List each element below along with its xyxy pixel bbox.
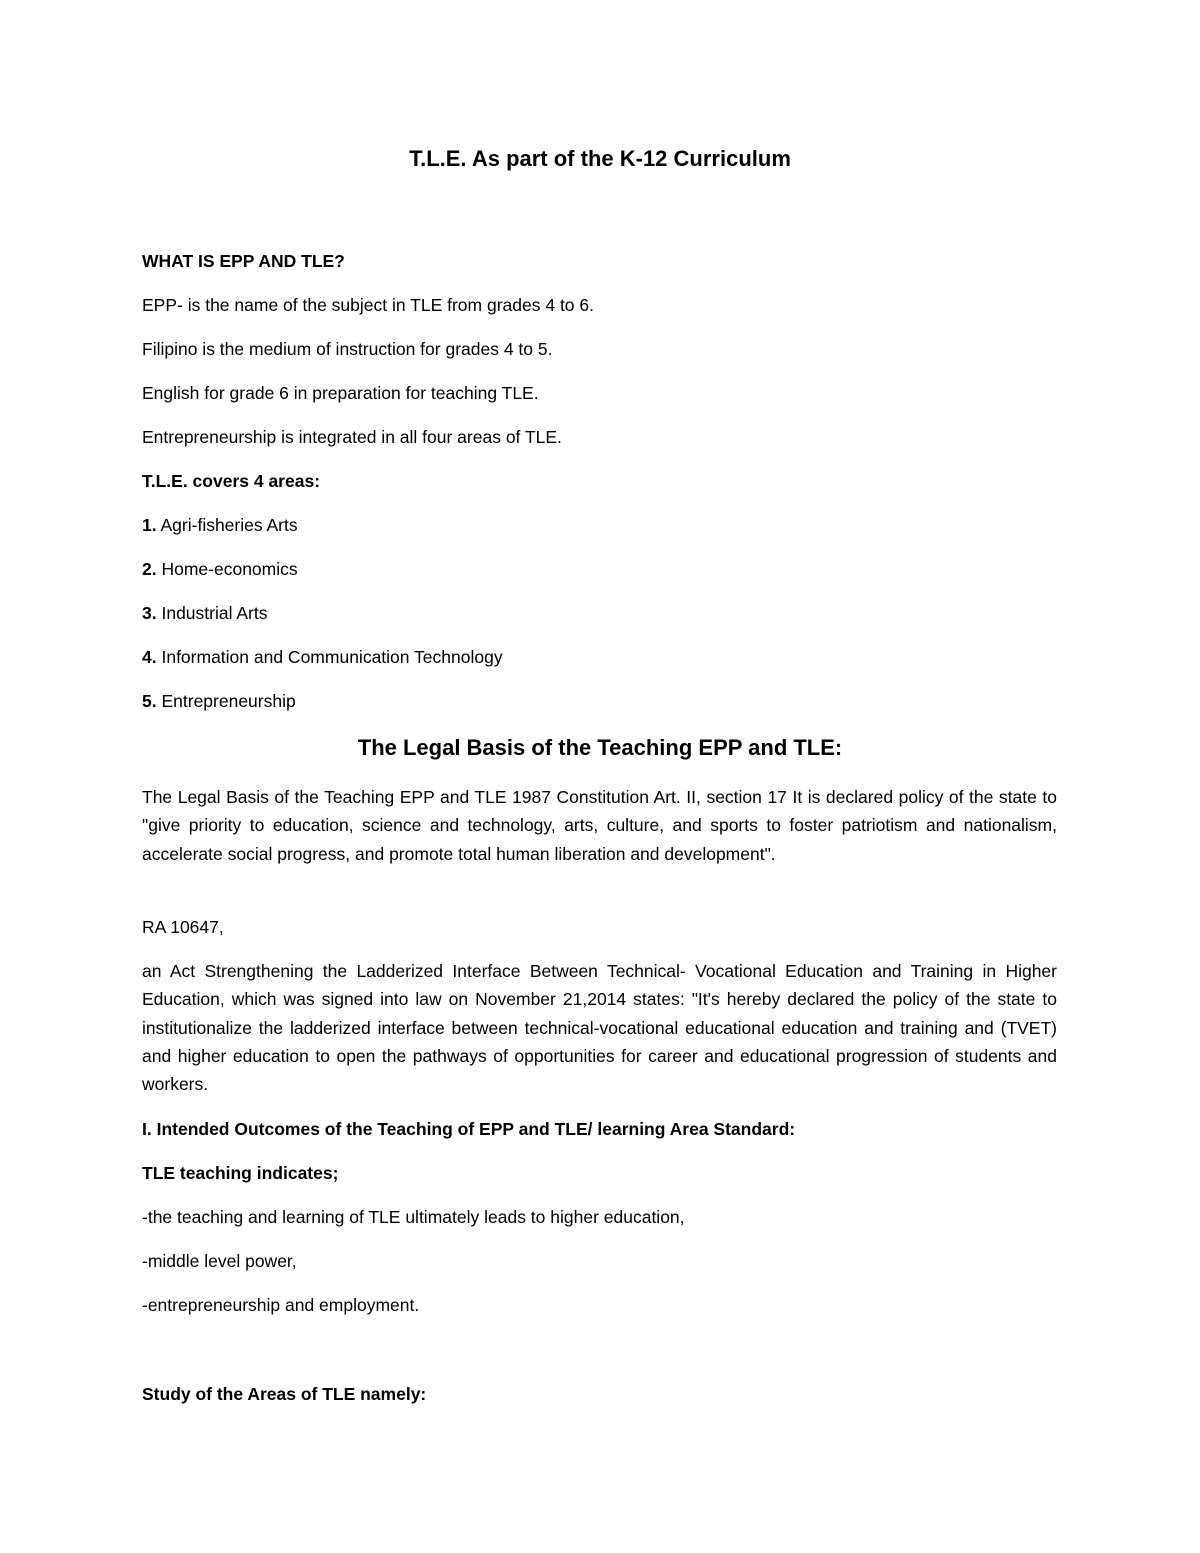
section-heading-what-is-epp: WHAT IS EPP AND TLE? xyxy=(142,251,345,271)
outcome-item: -middle level power, xyxy=(142,1251,297,1271)
list-text: Agri-fisheries Arts xyxy=(156,515,298,535)
list-number: 3. xyxy=(142,603,157,623)
list-item xyxy=(142,690,296,712)
subheading-tle-teaching: TLE teaching indicates; xyxy=(142,1163,339,1183)
list-item xyxy=(142,514,298,536)
list-number: 5. xyxy=(142,691,157,711)
list-text: Industrial Arts xyxy=(156,603,268,623)
body-line: English for grade 6 in preparation for teaching TLE. xyxy=(142,383,539,403)
list-item xyxy=(142,646,503,668)
list-text: Information and Communication Technology xyxy=(156,647,503,667)
list-item xyxy=(142,558,298,580)
body-line: Entrepreneurship is integrated in all four areas of TLE. xyxy=(142,427,562,447)
ra-paragraph: an Act Strengthening the Ladderized Interface Between Technical- Vocational Education and Training in Higher Education, which was signed into law on November 21,2014 states: "It's hereby declared the policy of the state to institutionalize the ladderized interface between technical-vocational educational education and training and (TVET) and higher education to open the pathways of opportunities for career and educational progression of students and workers. xyxy=(142,961,1057,1095)
list-text: Entrepreneurship xyxy=(156,691,296,711)
list-text: Home-economics xyxy=(156,559,298,579)
outcome-item: -the teaching and learning of TLE ultimately leads to higher education, xyxy=(142,1207,685,1227)
document-title: T.L.E. As part of the K-12 Curriculum xyxy=(409,146,791,171)
list-number: 4. xyxy=(142,647,157,667)
section-heading-legal-basis: The Legal Basis of the Teaching EPP and TLE: xyxy=(357,735,843,760)
list-item xyxy=(142,602,268,624)
areas-heading: T.L.E. covers 4 areas: xyxy=(142,471,321,491)
ra-line: RA 10647, xyxy=(142,917,224,937)
body-line: EPP- is the name of the subject in TLE from grades 4 to 6. xyxy=(142,295,594,315)
body-line: Filipino is the medium of instruction for grades 4 to 5. xyxy=(142,339,553,359)
section-heading-study-areas: Study of the Areas of TLE namely: xyxy=(142,1384,427,1404)
outcome-item: -entrepreneurship and employment. xyxy=(142,1295,420,1315)
list-number: 1. xyxy=(142,515,157,535)
section-heading-intended-outcomes: I. Intended Outcomes of the Teaching of EPP and TLE/ learning Area Standard: xyxy=(142,1119,796,1139)
list-number: 2. xyxy=(142,559,157,579)
legal-basis-paragraph: The Legal Basis of the Teaching EPP and TLE 1987 Constitution Art. II, section 17 It is declared policy of the state to "give priority to education, science and technology, arts, culture, and sports to foster patriotism and nationalism, accelerate social progress, and promote total human liberation and development". xyxy=(142,787,1057,864)
